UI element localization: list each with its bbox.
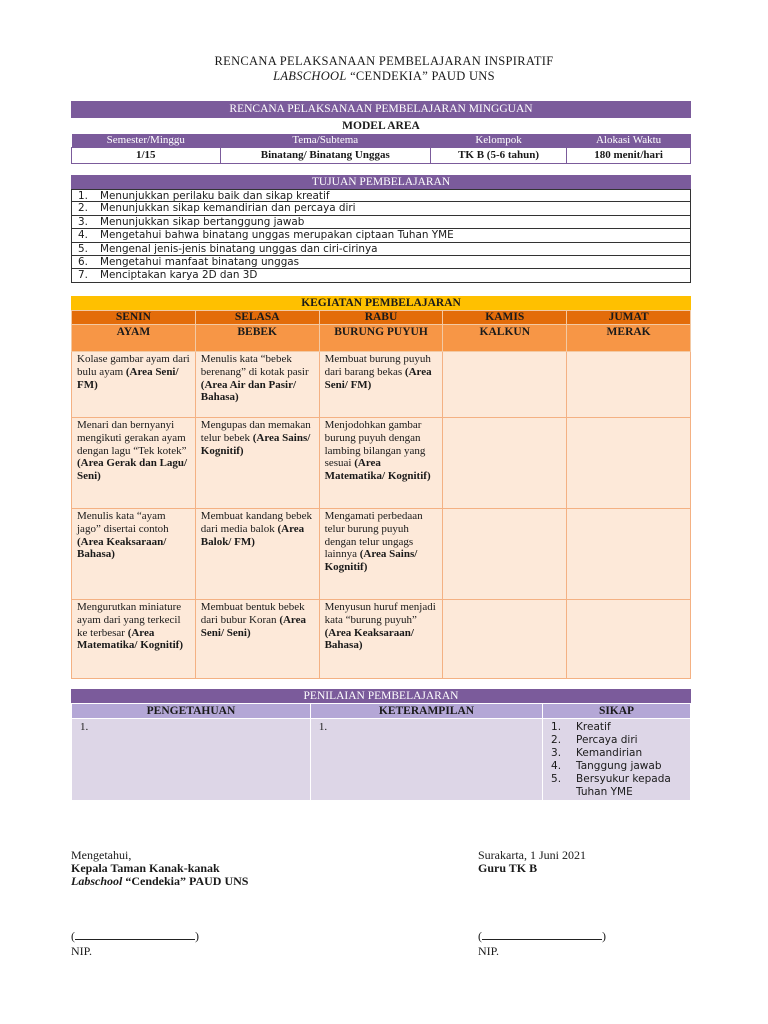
activity-area: (Area Keaksaraan/ Bahasa) [77,535,167,561]
mengetahui-label: Mengetahui, [71,848,132,862]
sikap-text: Percaya diri [576,733,638,746]
sikap-text: Kreatif [576,721,611,733]
activity-area: (Area Seni/ FM) [324,365,432,391]
sikap-item [551,747,682,760]
sikap-number: 1. [551,721,562,733]
goal-text: Menunjukkan sikap kemandirian dan percaya diri [100,202,356,215]
activity-area: (Area Sains/ Kognitif) [324,548,418,574]
activity-text: Menjodohkan gambar burung puyuh dengan lambing bilangan yang sesuai [324,419,426,470]
day-header-row [72,311,691,325]
headmaster-title: Kepala Taman Kanak-kanak [71,861,220,875]
goal-text: Menciptakan karya 2D dan 3D [100,269,258,282]
activity-row [72,418,691,509]
activity-body [72,352,691,679]
activity-area: (Area Sains/ Kognitif) [200,431,311,457]
goal-item [71,189,691,202]
goal-number: 5. [78,242,88,255]
goal-text: Menunjukkan sikap bertanggung jawab [100,215,305,228]
animal-header: KALKUN [443,325,567,352]
activity-cell [72,352,196,418]
goal-number: 7. [78,269,88,282]
name-blank [482,929,602,940]
document-subtitle [0,69,768,84]
activity-area: (Area Balok/ FM) [200,522,305,548]
goal-item [71,202,691,215]
keterampilan-header: KETERAMPILAN [310,704,542,719]
activity-cell [443,418,567,509]
activity-row [72,509,691,600]
activity-cell [567,600,691,679]
activity-table [71,310,691,679]
activity-area: (Area Seni/ FM) [77,365,179,391]
activity-text: Menulis kata “ayam jago” disertai contoh [77,510,169,535]
goal-number: 4. [78,229,88,242]
activity-text: Membuat kandang bebek dari media balok [200,510,312,535]
headmaster-nip: NIP. [71,944,93,958]
day-header: KAMIS [443,311,567,325]
open-paren: ( [478,929,482,943]
penilaian-title: PENILAIAN PEMBELAJARAN [71,689,691,703]
goal-item [71,256,691,269]
activity-cell [72,418,196,509]
activity-text: Mengurutkan miniature ayam dari yang terkecil ke terbesar [77,601,182,639]
sikap-number: 5. [551,772,562,785]
close-paren: ) [195,929,199,943]
goal-number: 6. [78,255,88,268]
goal-item [71,243,691,256]
meta-header-row [72,134,691,148]
day-header: RABU [319,311,443,325]
sikap-text: Bersyukur kepada Tuhan YME [576,772,671,798]
kegiatan-section [71,296,691,679]
goal-text: Mengetahui manfaat binatang unggas [100,255,300,268]
assessment-table [71,703,691,801]
goal-list [71,189,691,283]
weekly-plan-title: RENCANA PELAKSANAAN PEMBELAJARAN MINGGUAN [71,101,691,118]
activity-area: (Area Gerak dan Lagu/ Seni) [77,457,188,483]
meta-header-cell: Tema/Subtema [220,134,430,148]
teacher-signature-block [478,849,586,875]
activity-cell [72,600,196,679]
activity-row [72,600,691,679]
sikap-text: Tanggung jawab [576,759,662,772]
headmaster-name-line [71,929,199,944]
activity-area: (Area Seni/ Seni) [200,613,306,639]
sikap-number: 2. [551,733,562,746]
keterampilan-cell: 1. [310,719,542,801]
school-name-rest: “Cendekia” PAUD UNS [122,874,249,888]
tujuan-title: TUJUAN PEMBELAJARAN [71,175,691,189]
animal-header: BURUNG PUYUH [319,325,443,352]
meta-value-row [72,148,691,164]
subtitle-rest: “CENDEKIA” PAUD UNS [346,69,495,83]
day-header: SENIN [72,311,196,325]
meta-value-cell: Binatang/ Binatang Unggas [220,148,430,164]
sikap-number: 4. [551,759,562,772]
name-blank [75,929,195,940]
meta-header-cell: Kelompok [431,134,567,148]
activity-cell [195,352,319,418]
animal-header-row [72,325,691,352]
weekly-plan-section [71,101,691,164]
activity-cell [443,352,567,418]
sikap-item [551,734,682,747]
teacher-nip: NIP. [478,944,500,958]
day-header: JUMAT [567,311,691,325]
sikap-header: SIKAP [543,704,691,719]
activity-cell [195,600,319,679]
activity-text: Menari dan bernyanyi mengikuti gerakan ayam dengan lagu “Tek kotek” [77,419,187,457]
activity-cell [567,509,691,600]
sikap-cell [543,719,691,801]
place-date: Surakarta, 1 Juni 2021 [478,848,586,862]
meta-header-cell: Semester/Minggu [72,134,221,148]
sikap-number: 3. [551,746,562,759]
teacher-title: Guru TK B [478,861,538,875]
activity-text: Mengamati perbedaan telur burung puyuh dengan telur ungags lainnya [324,510,423,561]
activity-cell [443,509,567,600]
activity-cell [195,418,319,509]
day-header: SELASA [195,311,319,325]
pengetahuan-cell: 1. [72,719,311,801]
activity-area: (Area Air dan Pasir/ Bahasa) [200,378,297,404]
animal-header: BEBEK [195,325,319,352]
meta-value-cell: TK B (5-6 tahun) [431,148,567,164]
goal-text: Mengetahui bahwa binatang unggas merupakan ciptaan Tuhan YME [100,229,454,242]
close-paren: ) [602,929,606,943]
model-area-label: MODEL AREA [342,120,420,132]
activity-cell [319,600,443,679]
activity-row [72,352,691,418]
activity-area: (Area Matematika/ Kognitif) [77,626,184,652]
activity-text: Menyusun huruf menjadi kata “burung puyuh” [324,601,436,626]
headmaster-signature-block [71,849,248,888]
activity-cell [319,509,443,600]
sikap-item [551,773,682,799]
goal-item [71,229,691,242]
kegiatan-title: KEGIATAN PEMBELAJARAN [71,296,691,310]
tujuan-section [71,175,691,283]
labschool-italic: LABSCHOOL [273,69,347,83]
sikap-item [551,760,682,773]
activity-cell [319,418,443,509]
goal-item [71,216,691,229]
goal-number: 2. [78,202,88,215]
activity-area: (Area Keaksaraan/ Bahasa) [324,626,414,652]
animal-header: AYAM [72,325,196,352]
goal-text: Mengenal jenis-jenis binatang unggas dan ciri-cirinya [100,242,378,255]
activity-cell [319,352,443,418]
sikap-text: Kemandirian [576,746,643,759]
school-name-italic: Labschool [71,874,123,888]
meta-header-cell: Alokasi Waktu [567,134,691,148]
goal-number: 3. [78,215,88,228]
activity-text: Membuat burung puyuh dari barang bekas [324,353,431,378]
activity-area: (Area Matematika/ Kognitif) [324,457,431,483]
activity-text: Menulis kata “bebek berenang” di kotak pasir [200,353,309,378]
meta-value-cell: 1/15 [72,148,221,164]
goal-text: Menunjukkan perilaku baik dan sikap kreatif [100,190,330,202]
plan-meta-table [71,134,691,164]
assessment-header-row [72,704,691,719]
pengetahuan-header: PENGETAHUAN [72,704,311,719]
activity-text: Kolase gambar ayam dari bulu ayam [77,353,190,378]
goal-number: 1. [78,190,88,202]
sikap-item [551,721,682,734]
open-paren: ( [71,929,75,943]
assessment-body-row [72,719,691,801]
activity-cell [443,600,567,679]
activity-cell [567,418,691,509]
activity-text: Mengupas dan memakan telur bebek [200,419,311,444]
penilaian-section [71,689,691,801]
activity-cell [195,509,319,600]
activity-cell [567,352,691,418]
meta-value-cell: 180 menit/hari [567,148,691,164]
school-name [71,875,248,888]
activity-text: Membuat bentuk bebek dari bubur Koran [200,601,305,626]
document-title: RENCANA PELAKSANAAN PEMBELAJARAN INSPIRATIF [214,54,554,68]
activity-cell [72,509,196,600]
animal-header: MERAK [567,325,691,352]
goal-item [71,269,691,282]
teacher-name-line [478,929,606,944]
